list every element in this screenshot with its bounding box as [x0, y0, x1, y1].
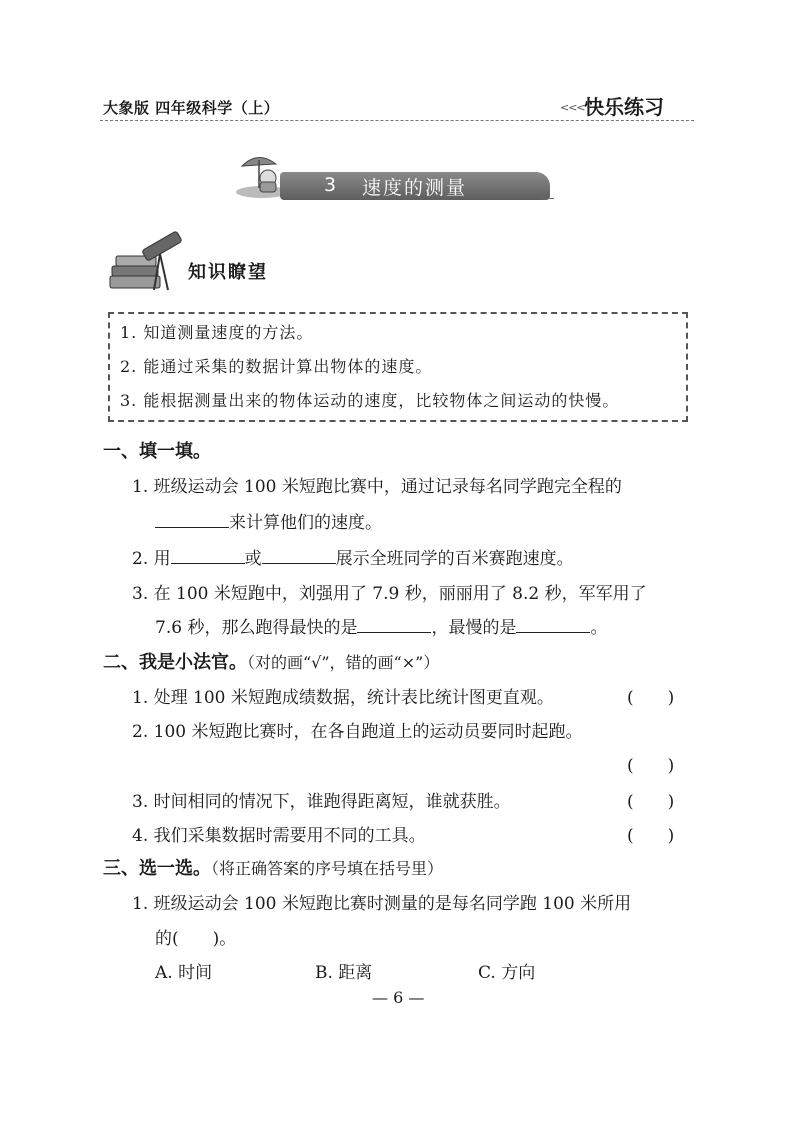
- option-c[interactable]: C. 方向: [478, 963, 536, 983]
- answer-paren[interactable]: ( ): [627, 826, 675, 846]
- section2-note: （对的画“√”，错的画“×”）: [247, 653, 440, 672]
- s1-q1-line1: 1. 班级运动会 100 米短跑比赛中，通过记录每名同学跑完全程的: [132, 477, 622, 497]
- answer-blank[interactable]: [516, 618, 590, 633]
- s3-q1-line1: 1. 班级运动会 100 米短跑比赛时测量的是每名同学跑 100 米所用: [132, 894, 632, 914]
- section2-heading: 二、我是小法官。（对的画“√”，错的画“×”）: [103, 652, 440, 673]
- s3-q1-line2: 的( )。: [155, 929, 237, 949]
- s1-q2-line: 2. 用 或 展示全班同学的百米赛跑速度。: [132, 549, 574, 569]
- answer-blank[interactable]: [262, 549, 336, 564]
- option-a[interactable]: A. 时间: [155, 963, 213, 983]
- chevrons-icon: <<<: [560, 101, 585, 114]
- lesson-title: 速度的测量: [362, 177, 468, 199]
- s2-item-3: 3. 时间相同的情况下，谁跑得距离短，谁就获胜。: [132, 792, 511, 812]
- page-number: — 6 —: [372, 988, 425, 1007]
- s2-item-1: 1. 处理 100 米短跑成绩数据，统计表比统计图更直观。: [132, 688, 554, 708]
- objective-item: 3. 能根据测量出来的物体运动的速度，比较物体之间运动的快慢。: [120, 391, 620, 410]
- option-b[interactable]: B. 距离: [315, 963, 373, 983]
- s1-q3-line1: 3. 在 100 米短跑中，刘强用了 7.9 秒，丽丽用了 8.2 秒，军军用了: [132, 584, 647, 604]
- section1-heading: 一、填一填。: [103, 441, 211, 462]
- answer-paren[interactable]: ( ): [627, 756, 675, 776]
- telescope-books-icon: [108, 226, 188, 296]
- s1-q1-line2: 来计算他们的速度。: [155, 508, 382, 533]
- answer-blank[interactable]: [155, 513, 229, 528]
- answer-blank[interactable]: [171, 549, 245, 564]
- answer-blank[interactable]: [357, 618, 431, 633]
- s2-item-4: 4. 我们采集数据时需要用不同的工具。: [132, 826, 426, 846]
- s2-item-2: 2. 100 米短跑比赛时，在各自跑道上的运动员要同时起跑。: [132, 722, 583, 742]
- book-title: 大象版 四年级科学（上）: [103, 99, 280, 117]
- s1-q3-line2: 7.6 秒，那么跑得最快的是 ，最慢的是 。: [155, 618, 608, 638]
- objective-item: 1. 知道测量速度的方法。: [120, 323, 314, 342]
- answer-paren[interactable]: ( ): [627, 688, 675, 708]
- objectives-box: [108, 312, 688, 422]
- series-title: 快乐练习: [584, 95, 664, 119]
- header-divider: [100, 120, 694, 121]
- lesson-banner: [280, 172, 550, 200]
- section3-note: （将正确答案的序号填在括号里）: [211, 859, 444, 878]
- answer-paren[interactable]: ( ): [627, 792, 675, 812]
- objective-item: 2. 能通过采集的数据计算出物体的速度。: [120, 357, 433, 376]
- lesson-number: 3: [324, 174, 337, 196]
- section3-heading: 三、选一选。（将正确答案的序号填在括号里）: [103, 858, 444, 879]
- knowledge-title: 知识瞭望: [188, 262, 268, 283]
- banner-underline: [540, 198, 554, 199]
